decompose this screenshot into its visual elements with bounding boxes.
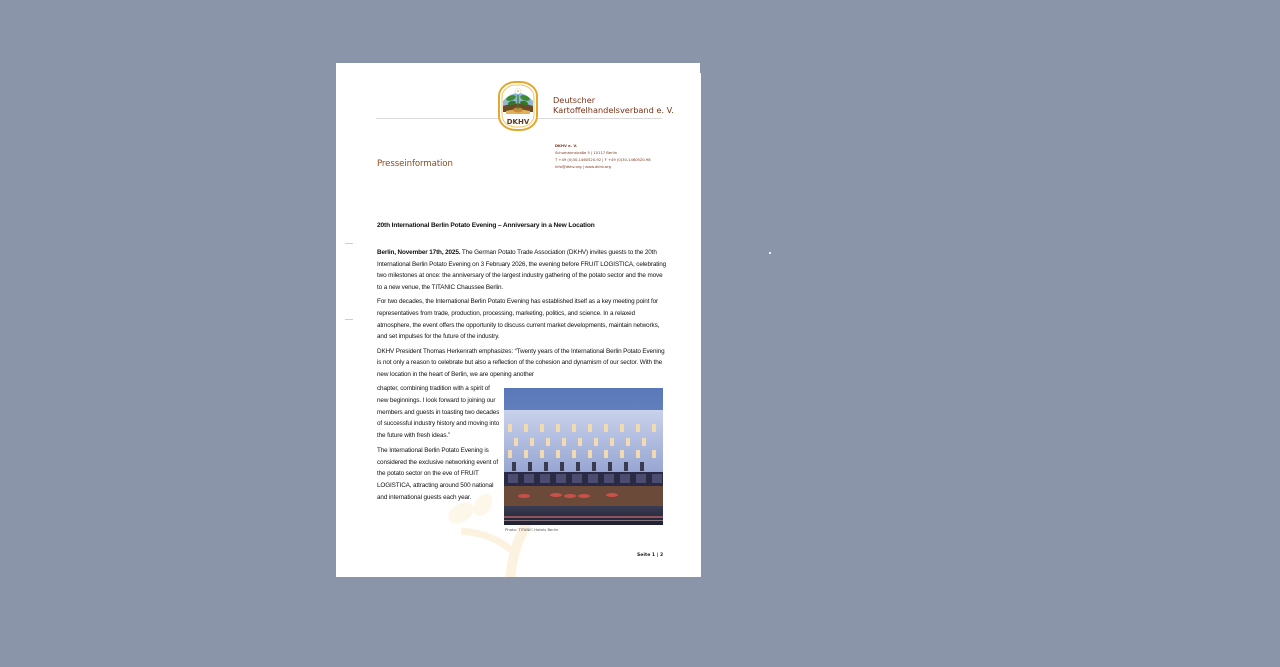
document-page [336, 63, 701, 577]
svg-text:DKHV: DKHV [506, 118, 530, 126]
titanic-hotel-photo [504, 388, 663, 525]
section-label: Presseinformation [377, 159, 453, 169]
column-text [377, 383, 500, 507]
fold-mark [345, 319, 353, 320]
contact-phone-fax: T +49 (0)30-1460520-92 | F +49 (0)30-1460520-98 [555, 158, 651, 162]
paragraph-3-continued: chapter, combining tradition with a spirit of new beginnings. I look forward to joining our members and guests in toasting two decades of successful industry history and moving into the future with fresh ideas.” [377, 385, 500, 439]
paragraph-4: The International Berlin Potato Evening is considered the exclusive networking event of the potato sector on the eve of FRUIT LOGISTICA, attracting around 500 national and international guests each year. [377, 446, 498, 501]
paragraph-1 [377, 247, 667, 293]
org-name-line2: Kartoffelhandelsverband e. V. [553, 105, 674, 115]
contact-web: info@dkhv.org | www.dkhv.org [555, 165, 611, 169]
press-release-title: 20th International Berlin Potato Evening – Anniversary in a New Location [377, 222, 595, 229]
dateline: Berlin, November 17th, 2025. [377, 249, 461, 256]
contact-name: DKHV e. V. [555, 144, 578, 148]
paragraph-2: For two decades, the International Berlin Potato Evening has established itself as a key meeting point for representatives from trade, production, processing, marketing, politics, and science. In a relaxed atmosphere, the event offers the opportunity to discuss current market developments, maintain networks, and set impulses for the future of the industry. [377, 298, 660, 341]
body-text [377, 247, 667, 384]
contact-address: Schumannstraße 5 | 10117 Berlin [555, 151, 618, 155]
dkhv-logo-icon [498, 81, 538, 131]
organization-name [553, 95, 674, 115]
page-number: Seite 1 | 2 [637, 553, 664, 558]
contact-block [555, 143, 651, 171]
page-edge-notch [700, 63, 701, 73]
photo-caption: Photo: TITANIC Hotels Berlin [505, 527, 559, 532]
fold-mark [345, 243, 353, 244]
paragraph-1-text: The German Potato Trade Association (DKHV) invites guests to the 20th International Berlin Potato Evening on 3 February 2026, the evening before FRUIT LOGISTICA, celebrating two milestones at once: the anniversary of the largest industry gathering of the potato sector and the move to a new venue, the TITANIC Chaussee Berlin. [377, 249, 667, 291]
org-name-line1: Deutscher [553, 95, 596, 105]
paragraph-3: DKHV President Thomas Herkenrath emphasizes: “Twenty years of the International Berlin Potato Evening is not only a reason to celebrate but also a reflection of the cohesion and dynamism of our sector. With the new location in the heart of Berlin, we are opening another [377, 347, 665, 378]
cursor-dot [769, 252, 771, 254]
